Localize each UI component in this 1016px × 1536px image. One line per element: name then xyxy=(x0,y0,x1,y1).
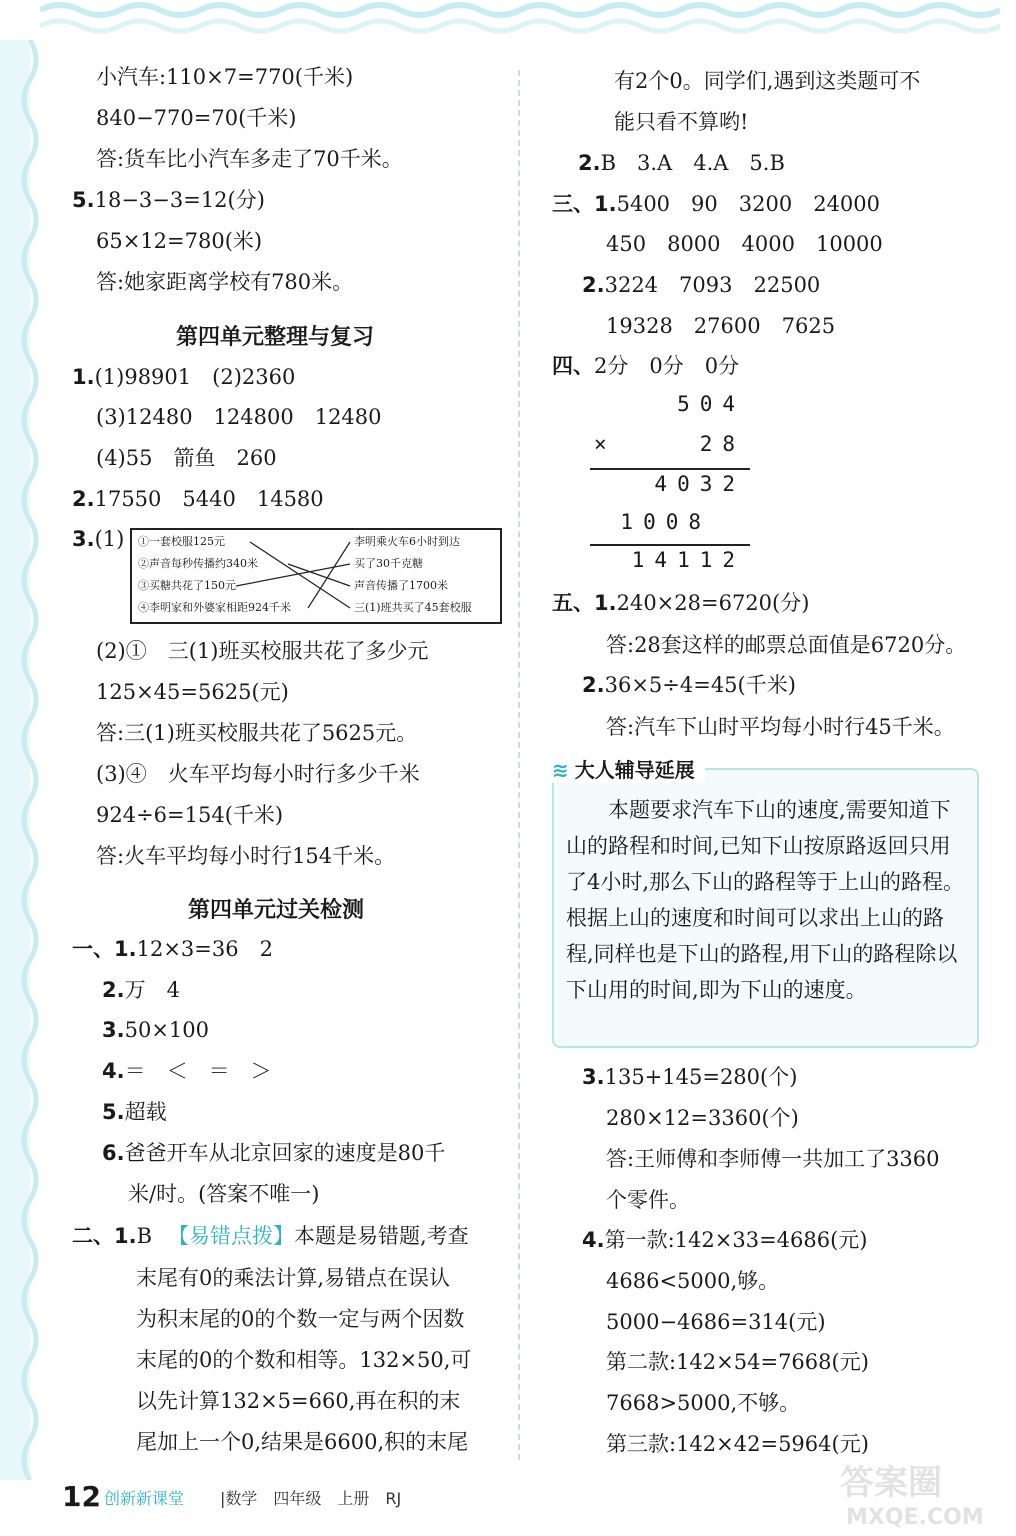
left-answer-line xyxy=(72,484,324,514)
parent-guide-text: 本题要求汽车下山的速度,需要知道下山的路程和时间,已知下山按原路返回只用了4小时,那么下山的路程等于上山的路程。根据上山的速度和时间可以求出上山的路程,同样也是下山的路程,用下山的路程除以下山用的时间,即为下山的速度。 xyxy=(566,798,965,1002)
answer-text: 450 8000 4000 10000 xyxy=(606,232,883,256)
answer-text: 答:三(1)班买校服共花了5625元。 xyxy=(96,721,418,745)
answer-text: 答:她家距离学校有780米。 xyxy=(96,270,354,294)
left-answer-line xyxy=(72,524,124,554)
question-number: 1. xyxy=(72,365,95,389)
answer-text: 18−3−3=12(分) xyxy=(94,188,265,212)
question-number: 二、1. xyxy=(72,1224,137,1248)
answer-text: 末尾的0的个数和相等。132×50,可 xyxy=(136,1348,472,1372)
answer-text: 万 4 xyxy=(124,978,180,1002)
answer-text: 答:王师傅和李师傅一共加工了3360 xyxy=(606,1147,940,1171)
right-answer-line xyxy=(578,148,785,178)
match-lines xyxy=(132,530,500,622)
answer-text: (2)① 三(1)班买校服共花了多少元 xyxy=(96,639,429,663)
left-answer-line xyxy=(96,800,283,830)
watermark-logo xyxy=(832,1454,1002,1530)
left-answer-line xyxy=(96,226,262,256)
right-answer-line xyxy=(606,1429,869,1459)
answer-text: 第一款:142×33=4686(元) xyxy=(604,1228,868,1252)
answer-text: (1)98901 (2)2360 xyxy=(94,365,296,389)
answer-text: 5000−4686=314(元) xyxy=(606,1310,826,1334)
right-answer-line xyxy=(614,107,748,137)
answer-text: 第三款:142×42=5964(元) xyxy=(606,1432,869,1456)
left-answer-line xyxy=(96,636,429,666)
answer-text: 小汽车:110×7=770(千米) xyxy=(96,65,354,89)
answer-text: 答:货车比小汽车多走了70千米。 xyxy=(96,147,403,171)
mult-multiplicand: 504 xyxy=(677,392,745,416)
answer-text: 7668>5000,不够。 xyxy=(606,1391,801,1415)
answer-text: 135+145=280(个) xyxy=(604,1065,798,1089)
answer-text: 3224 7093 22500 xyxy=(604,273,821,297)
answer-text: ＝ ＜ ＝ ＞ xyxy=(124,1059,272,1083)
answer-text: 4686<5000,够。 xyxy=(606,1269,780,1293)
mult-multiplier: 28 xyxy=(699,432,745,456)
left-answer-line xyxy=(72,362,295,392)
question-number: 6. xyxy=(102,1141,125,1165)
question-number: 3. xyxy=(72,527,95,551)
section-title: 第四单元整理与复习 xyxy=(176,325,375,350)
parent-guide-heading xyxy=(552,754,705,783)
mult-result: 14112 xyxy=(631,548,745,572)
answer-text: 50×100 xyxy=(124,1018,209,1042)
right-answer-line xyxy=(614,66,920,96)
book-subtitle: |数学 四年级 上册 RJ xyxy=(220,1489,402,1508)
left-answer-line xyxy=(96,144,403,174)
left-answer-line xyxy=(102,975,180,1005)
match-right-3: 声音传播了1700米 xyxy=(354,579,448,592)
question-number: 一、1. xyxy=(72,937,137,961)
left-answer-line xyxy=(102,1056,272,1086)
watermark-bottom: MXQE.COM xyxy=(846,1505,984,1530)
page-number: 12 xyxy=(62,1480,101,1513)
answer-text: (1) xyxy=(94,527,125,551)
right-answer-line xyxy=(582,1225,868,1255)
answer-text: B 3.A 4.A 5.B xyxy=(600,151,785,175)
question-number: 5. xyxy=(72,188,95,212)
answer-text: 为积末尾的0的个数一定与两个因数 xyxy=(136,1307,465,1331)
right-answer-line xyxy=(582,1062,797,1092)
right-answer-line xyxy=(582,270,820,300)
left-answer-line xyxy=(96,62,353,92)
section-title: 第四单元过关检测 xyxy=(188,898,365,923)
answer-text: 有2个0。同学们,遇到这类题可不 xyxy=(614,69,921,93)
mult-bar-1 xyxy=(590,468,750,470)
left-answer-line xyxy=(96,267,353,297)
left-answer-line xyxy=(136,1304,464,1334)
question-number: 五、1. xyxy=(552,591,617,615)
left-answer-line xyxy=(96,103,296,133)
tip-text: 本题是易错题,考查 xyxy=(294,1224,469,1248)
right-answer-line xyxy=(606,1388,800,1418)
question-number: 5. xyxy=(102,1100,125,1124)
question-number: 4. xyxy=(582,1228,605,1252)
matching-diagram xyxy=(130,528,502,624)
question-number: 2. xyxy=(582,673,605,697)
match-left-4: ④李明家和外婆家相距924千米 xyxy=(138,601,291,614)
question-number: 2. xyxy=(72,487,95,511)
answer-text: 17550 5440 14580 xyxy=(94,487,324,511)
left-answer-line xyxy=(96,402,382,432)
answer-text: 840−770=70(千米) xyxy=(96,106,297,130)
answer-text: (3)12480 124800 12480 xyxy=(96,405,382,429)
answer-text: 末尾有0的乘法计算,易错点在误认 xyxy=(136,1266,451,1290)
answer-text: 尾加上一个0,结果是6600,积的末尾 xyxy=(136,1430,469,1454)
answer-text: 第二款:142×54=7668(元) xyxy=(606,1350,869,1374)
answer-text: 个零件。 xyxy=(606,1188,690,1212)
match-right-2: 买了30千克糖 xyxy=(354,557,423,570)
left-answer-line xyxy=(128,1179,319,1209)
top-wave-decoration xyxy=(40,0,1000,40)
tip-label: 【易错点拨】 xyxy=(168,1224,294,1248)
answer-text: 能只看不算哟! xyxy=(614,110,749,134)
match-left-3: ③买糖共花了150元 xyxy=(138,579,236,592)
question-number: 4. xyxy=(102,1059,125,1083)
column-divider xyxy=(518,70,520,1460)
right-answer-line xyxy=(606,229,883,259)
answer-text: 5400 90 3200 24000 xyxy=(616,192,881,216)
left-answer-line xyxy=(72,934,273,964)
wave-icon: ≋ xyxy=(552,758,569,782)
question-number: 四、 xyxy=(552,354,594,378)
answer-text: 125×45=5625(元) xyxy=(96,680,289,704)
left-answer-line xyxy=(96,759,420,789)
vertical-multiplication xyxy=(590,392,755,582)
answer-text: 答:汽车下山时平均每小时行45千米。 xyxy=(606,715,955,739)
parent-guide-title: 大人辅导延展 xyxy=(574,758,695,782)
question-number: 3. xyxy=(102,1018,125,1042)
match-left-1: ①一套校服125元 xyxy=(138,535,225,548)
left-answer-line xyxy=(96,677,289,707)
answer-text: (3)④ 火车平均每小时行多少千米 xyxy=(96,762,420,786)
left-answer-line xyxy=(72,185,265,215)
answer-text: B xyxy=(136,1224,153,1248)
answer-text: 36×5÷4=45(千米) xyxy=(604,673,796,697)
book-brand: 创新新课堂 xyxy=(104,1489,185,1508)
left-answer-line xyxy=(96,718,417,748)
answer-text: 924÷6=154(千米) xyxy=(96,803,284,827)
question-number: 2. xyxy=(578,151,601,175)
right-answer-line xyxy=(606,1266,779,1296)
tip-line xyxy=(168,1221,469,1251)
answer-text: 以先计算132×5=660,再在积的末 xyxy=(136,1389,461,1413)
answer-text: 19328 27600 7625 xyxy=(606,314,836,338)
right-answer-line xyxy=(552,588,809,618)
mult-operator: × xyxy=(594,432,607,456)
left-answer-line xyxy=(136,1263,450,1293)
left-wave-decoration xyxy=(0,40,48,1480)
right-answer-line xyxy=(606,1307,826,1337)
mult-partial-2: 1008 xyxy=(620,510,711,534)
answer-text: 65×12=780(米) xyxy=(96,229,263,253)
answer-text: 答:火车平均每小时行154千米。 xyxy=(96,844,396,868)
right-answer-line xyxy=(606,1103,799,1133)
left-answer-line xyxy=(102,1015,209,1045)
watermark-top: 答案圈 xyxy=(840,1463,942,1503)
left-answer-line xyxy=(96,841,395,871)
right-answer-line xyxy=(606,1347,869,1377)
left-answer-line xyxy=(136,1427,468,1457)
left-answer-line xyxy=(136,1345,471,1375)
right-answer-line xyxy=(582,670,796,700)
right-answer-line xyxy=(606,311,835,341)
question-number: 三、1. xyxy=(552,192,617,216)
match-right-4: 三(1)班共买了45套校服 xyxy=(354,601,472,614)
answer-text: 答:28套这样的邮票总面值是6720分。 xyxy=(606,633,967,657)
question-number: 2. xyxy=(582,273,605,297)
answer-text: 超载 xyxy=(124,1100,167,1124)
answer-text: 280×12=3360(个) xyxy=(606,1106,799,1130)
answer-text: (4)55 箭鱼 260 xyxy=(96,446,277,470)
right-answer-line xyxy=(606,712,955,742)
right-answer-line xyxy=(552,189,880,219)
right-answer-line xyxy=(552,351,739,381)
answer-text: 2分 0分 0分 xyxy=(594,354,740,378)
right-answer-line xyxy=(606,1144,940,1174)
question-number: 3. xyxy=(582,1065,605,1089)
right-answer-line xyxy=(606,630,966,660)
mult-partial-1: 4032 xyxy=(654,472,745,496)
answer-text: 240×28=6720(分) xyxy=(616,591,810,615)
question-number: 2. xyxy=(102,978,125,1002)
left-answer-line xyxy=(102,1097,167,1127)
match-right-1: 李明乘火车6小时到达 xyxy=(354,535,460,548)
mult-bar-2 xyxy=(590,544,750,546)
left-answer-line xyxy=(96,443,277,473)
answer-text: 米/时。(答案不唯一) xyxy=(128,1182,320,1206)
left-answer-line xyxy=(72,1221,152,1251)
match-left-2: ②声音每秒传播约340米 xyxy=(138,557,258,570)
left-answer-line xyxy=(102,1138,445,1168)
answer-text: 12×3=36 2 xyxy=(136,937,273,961)
answer-text: 爸爸开车从北京回家的速度是80千 xyxy=(124,1141,446,1165)
right-answer-line xyxy=(606,1185,690,1215)
left-answer-line xyxy=(136,1386,460,1416)
